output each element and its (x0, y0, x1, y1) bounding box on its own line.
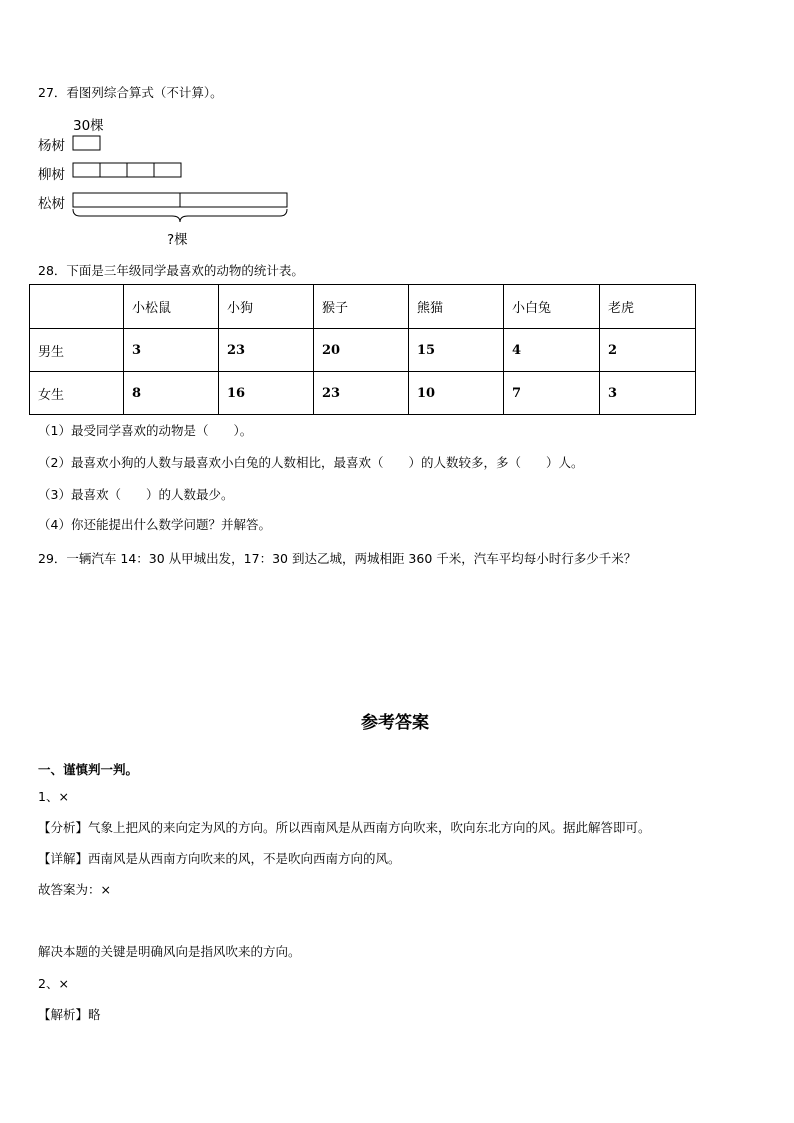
table-cell: 20 (314, 329, 409, 372)
q27-text: 27．看图列综合算式（不计算）。 (38, 85, 223, 100)
table-cell: 8 (124, 372, 219, 415)
table-cell: 15 (409, 329, 504, 372)
animal-stats-table (29, 284, 696, 415)
table-cell: 3 (124, 329, 219, 372)
header-cell: 小松鼠 (124, 285, 219, 329)
answer-2: 2、× (38, 976, 69, 991)
header-cell: 猴子 (314, 285, 409, 329)
answer-1: 1、× (38, 789, 69, 804)
header-cell: 老虎 (600, 285, 696, 329)
poplar-bar (73, 136, 100, 150)
q27-row-label-pine: 松树 (38, 196, 65, 212)
total-brace (73, 209, 287, 222)
header-cell: 小白兔 (504, 285, 600, 329)
q27-bar-diagram (0, 0, 300, 240)
q27-bottom-label: ?棵 (167, 232, 188, 248)
row-label: 男生 (30, 329, 124, 372)
table-cell: 7 (504, 372, 600, 415)
table-cell: 2 (600, 329, 696, 372)
q27-top-label: 30棵 (73, 118, 104, 134)
q29-text: 29．一辆汽车 14：30 从甲城出发，17：30 到达乙城，两城相距 360 千米，汽车平均每小时行多少千米？ (38, 551, 637, 566)
table-header-row (30, 285, 696, 329)
row-label: 女生 (30, 372, 124, 415)
answer-1-key: 解决本题的关键是明确风向是指风吹来的方向。 (38, 944, 301, 959)
pine-bar (73, 193, 287, 207)
table-cell: 23 (314, 372, 409, 415)
table-cell: 4 (504, 329, 600, 372)
q27-row-label-willow: 柳树 (38, 167, 65, 183)
q28-text: 28．下面是三年级同学最喜欢的动物的统计表。 (38, 263, 304, 278)
answer-1-result: 故答案为：× (38, 882, 111, 897)
table-cell: 3 (600, 372, 696, 415)
q28-sub4: （4）你还能提出什么数学问题？并解答。 (38, 517, 271, 532)
table-cell: 10 (409, 372, 504, 415)
answers-title: 参考答案 (361, 713, 429, 733)
q28-sub2: （2）最喜欢小狗的人数与最喜欢小白兔的人数相比，最喜欢（ ）的人数较多，多（ ）人。 (38, 455, 584, 470)
q27-row-label-poplar: 杨树 (38, 138, 65, 154)
table-row (30, 372, 696, 415)
q28-sub3: （3）最喜欢（ ）的人数最少。 (38, 487, 234, 502)
answer-2-analysis: 【解析】略 (38, 1007, 101, 1022)
answer-1-analysis: 【分析】气象上把风的来向定为风的方向。所以西南风是从西南方向吹来，吹向东北方向的风。据此解答即可。 (38, 820, 651, 835)
table-cell: 23 (219, 329, 314, 372)
header-cell: 熊猫 (409, 285, 504, 329)
header-cell: 小狗 (219, 285, 314, 329)
table-cell: 16 (219, 372, 314, 415)
header-cell (30, 285, 124, 329)
table-row (30, 329, 696, 372)
q28-sub1: （1）最受同学喜欢的动物是（ ）。 (38, 423, 253, 438)
answer-1-detail: 【详解】西南风是从西南方向吹来的风，不是吹向西南方向的风。 (38, 851, 401, 866)
section-heading: 一、谨慎判一判。 (38, 762, 139, 777)
willow-bar (73, 163, 181, 177)
